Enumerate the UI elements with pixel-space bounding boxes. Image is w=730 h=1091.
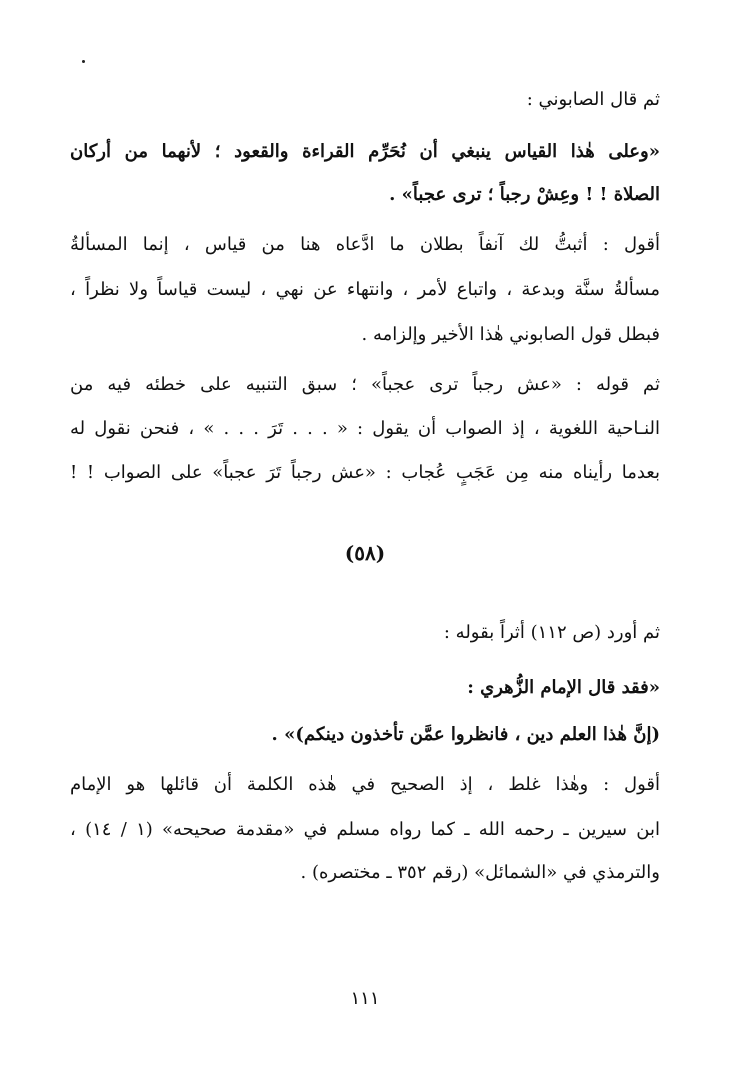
paragraph-line: فبطل قول الصابوني هٰذا الأخير وإلزامه .	[361, 324, 660, 345]
paragraph-line: والترمذي في «الشمائل» (رقم ٣٥٢ ـ مختصره) .	[300, 862, 660, 883]
paragraph-line: النـاحية اللغوية ، إذ الصواب أن يقول : « . . . تَرَ . . . » ، فنحن نقول له	[70, 418, 660, 439]
intro-line: ثم قال الصابوني :	[526, 89, 660, 110]
quote-line: «وعلى هٰذا القياس ينبغي أن نُحَرِّم القراءة والقعود ؛ لأنهما من أركان	[70, 141, 660, 162]
quote-line: «فقد قال الإمام الزُّهري :	[467, 677, 660, 698]
paragraph-line: ثم أورد (ص ١١٢) أثراً بقوله :	[443, 622, 660, 643]
quote-line: الصلاة ! ! وعِشْ رجباً ؛ ترى عجباً» .	[389, 184, 660, 205]
quote-line: (إنَّ هٰذا العلم دين ، فانظروا عمَّن تأخذون دينكم)» .	[271, 724, 660, 745]
paragraph-line: بعدما رأيناه منه مِن عَجَبٍ عُجاب : «عش رجباً تَرَ عجباً» على الصواب ! !	[70, 462, 660, 483]
stray-dot-mark	[82, 60, 85, 63]
page-number: ١١١	[350, 988, 380, 1009]
section-number: (٥٨)	[344, 541, 386, 565]
paragraph-line: ابن سيرين ـ رحمه الله ـ كما رواه مسلم في «مقدمة صحيحه» (١ / ١٤) ،	[70, 819, 660, 840]
paragraph-line: أقول : وهٰذا غلط ، إذ الصحيح في هٰذه الكلمة أن قائلها هو الإمام	[70, 774, 660, 795]
paragraph-line: مسألةُ سنَّة وبدعة ، واتباع لأمر ، وانتهاء عن نهي ، ليست قياساً ولا نظراً ،	[70, 279, 660, 300]
paragraph-line: ثم قوله : «عش رجباً ترى عجباً» ؛ سبق التنبيه على خطئه فيه من	[70, 374, 660, 395]
paragraph-line: أقول : أثبتُّ لك آنفاً بطلان ما ادَّعاه هنا من قياس ، إنما المسألةُ	[70, 234, 660, 255]
